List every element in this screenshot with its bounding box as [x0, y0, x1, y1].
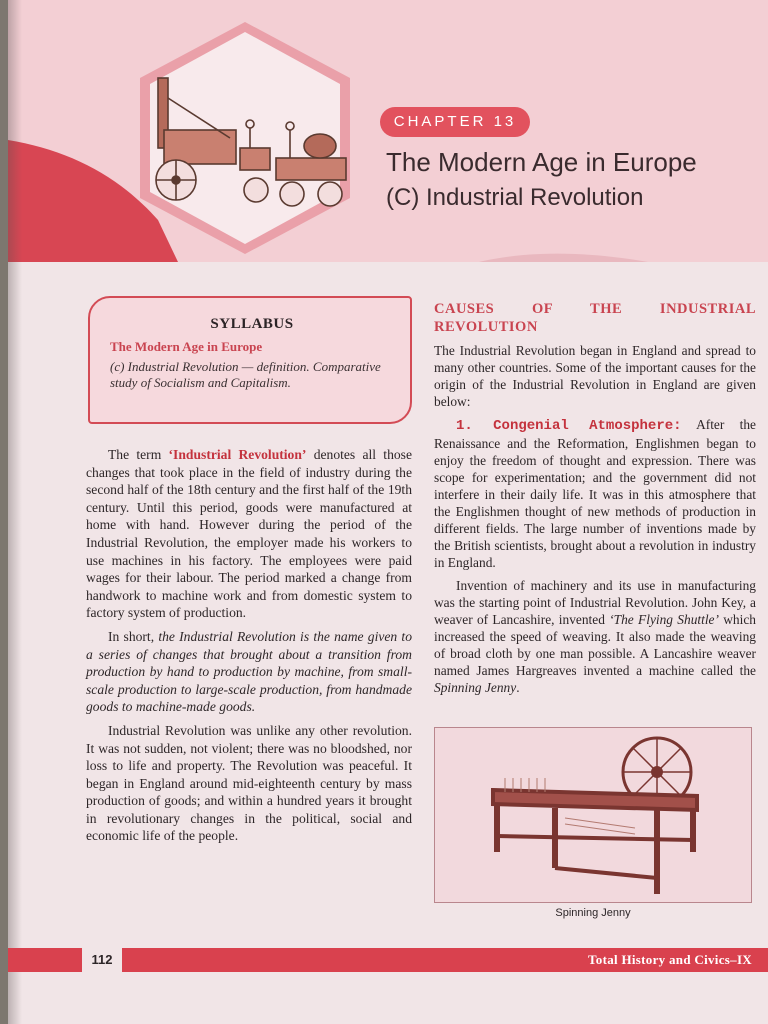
definition-italic: the Industrial Revolution is the name given to a series of changes that brought about a transition from production by hand to production by machine, from small-scale production to large-scale production, from handmade goods to machine-made goods. — [86, 628, 412, 715]
page-number: 112 — [82, 948, 122, 972]
intro-paragraph: The term ‘Industrial Revolution’ denotes all those changes that took place in the field of industry during the second half of the 18th century and the first half of the 19th century. Until this period, goods were manufactured at home with hand. However during the period of the Industrial Revolution, the employer made his workers to use machines in his factory. The employees were paid wages for their labour. The period marked a change from handwork to machine work and from domestic system to factory system of production. — [86, 447, 412, 621]
book-title: Total History and Civics–IX — [588, 952, 752, 967]
figure-caption: Spinning Jenny — [555, 907, 631, 919]
syllabus-heading: SYLLABUS — [210, 316, 294, 332]
point-congenial-atmosphere: 1. Congenial Atmosphere: After the Renaissance and the Reformation, Englishmen began to enjoy the freedom of thought and expression. There was scope for experimentation; and the government did not interfere in their daily life. It was in this atmosphere that the Englishmen thought of new methods of production in different fields. The large number of inventions made by the British scientists, brought about a revolution in industry in England. — [434, 417, 756, 570]
syllabus-box — [88, 296, 412, 424]
locomotive-illustration — [130, 18, 360, 258]
page-gutter — [8, 0, 22, 1024]
left-column — [86, 446, 412, 851]
invention-paragraph: Invention of machinery and its use in manufacturing was the starting point of Industrial Revolution. John Key, a weaver of Lancashire, invented ‘The Flying Shuttle’ which increased the speed of weaving. It also made the weaving of broad cloth by one man possible. A Lancashire weaver named James Hargreaves invented a machine called the Spinning Jenny. — [434, 578, 756, 695]
header-decoration — [8, 0, 768, 280]
chapter-label: CHAPTER 13 — [380, 107, 530, 137]
textbook-page — [8, 0, 768, 1024]
term-highlight: ‘Industrial Revolution’ — [168, 447, 307, 462]
syllabus-item: (c) Industrial Revolution — definition. Comparative study of Socialism and Capitalism. — [110, 359, 381, 390]
spinning-jenny-illustration — [435, 728, 751, 902]
spinning-jenny-figure — [434, 727, 752, 903]
chapter-title: The Modern Age in Europe — [386, 147, 697, 177]
syllabus-subheading: The Modern Age in Europe — [110, 339, 263, 354]
definition-paragraph: In short, the Industrial Revolution is the name given to a series of changes that brought about a transition from production by hand to production by machine, from small-scale production to large-scale production, from handmade goods to machine-made goods. — [86, 628, 412, 715]
causes-intro: The Industrial Revolution began in England and spread to many other countries. Some of the important causes for the origin of the Industrial Revolution in England are given below: — [434, 343, 756, 409]
right-column — [434, 300, 756, 702]
section-heading: CAUSES OF THE INDUSTRIAL REVOLUTION — [434, 301, 756, 335]
chapter-subtitle: (C) Industrial Revolution — [386, 184, 644, 211]
nature-paragraph: Industrial Revolution was unlike any other revolution. It was not sudden, not violent; there was no bloodshed, nor loss to life and property. The Revolution was peaceful. It began in England around mid-eighteenth century by mass production of goods; and within a hundred years it brought in revolutionary changes in the political, social and economic life of the people. — [86, 722, 412, 844]
point-heading: 1. Congenial Atmosphere: — [456, 418, 682, 434]
